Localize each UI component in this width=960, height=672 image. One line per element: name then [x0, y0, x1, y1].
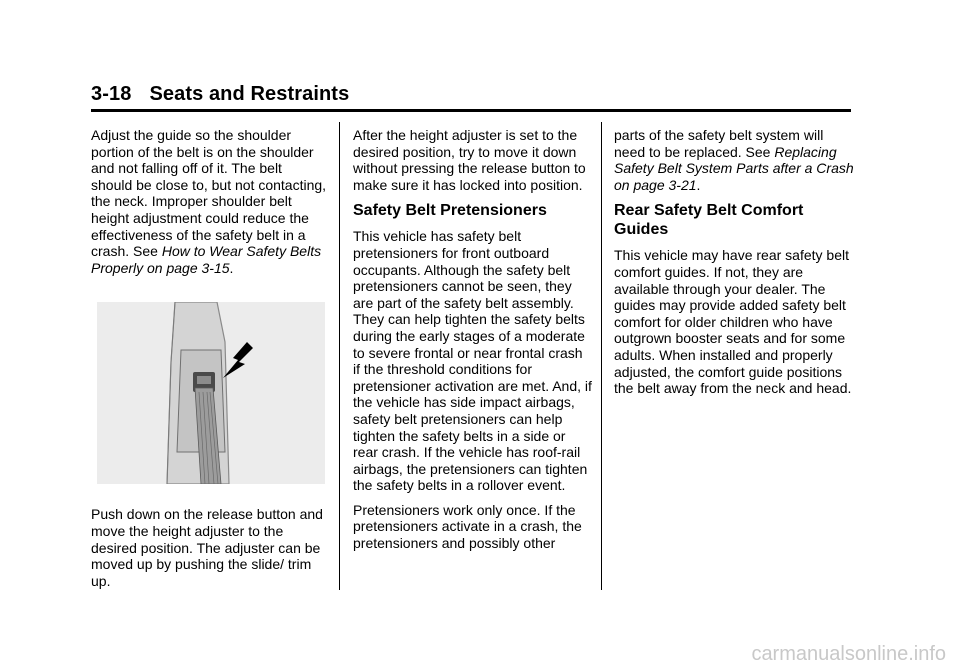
- paragraph-end: .: [696, 176, 701, 193]
- belt-height-adjuster-illustration: [97, 302, 325, 484]
- paragraph-adjust-guide: [91, 127, 327, 276]
- cross-reference-link[interactable]: Replacing Safety Belt System Parts after a Crash on page 3-21: [614, 143, 854, 193]
- column-2: [353, 127, 593, 560]
- heading-pretensioners: Safety Belt Pretensioners: [353, 202, 547, 220]
- header-title: [91, 82, 851, 106]
- paragraph-end: .: [229, 259, 234, 276]
- header-rule: [91, 109, 851, 112]
- column-divider-2: [601, 122, 602, 590]
- page-header: [91, 82, 851, 106]
- paragraph-push-down: Push down on the release button and move the height adjuster to the desired position. The adjuster can be moved up by pushing the slide/ trim up.: [91, 506, 323, 589]
- illustration-svg: [97, 302, 325, 484]
- section-title: Seats and Restraints: [149, 83, 350, 105]
- watermark: carmanualsonline.info: [751, 643, 946, 665]
- heading-comfort-guides: Rear Safety Belt Comfort Guides: [614, 202, 804, 239]
- paragraph-text: Adjust the guide so the shoulder portion of the belt is on the shoulder and not falling off of it. The belt should be close to, but not contacting, the neck. Improper shoulder belt height adjustment could reduce the effectiveness of the safety belt in a crash. See: [91, 127, 327, 260]
- paragraph-pretensioners-once: Pretensioners work only once. If the pretensioners activate in a crash, the pretensioners and possibly other: [353, 501, 582, 552]
- paragraph-replace-parts: [614, 127, 854, 193]
- paragraph-text: parts of the safety belt system will need to be replaced. See: [614, 127, 824, 160]
- paragraph-height-adjuster: After the height adjuster is set to the desired position, try to move it down without pressing the release button to make sure it has locked into position.: [353, 127, 586, 193]
- paragraph-pretensioners: This vehicle has safety belt pretensioners for front outboard occupants. Although the safety belt pretensioners cannot be seen, they are part of the safety belt assembly. They can help tighten the safety belts during the early stages of a moderate to severe frontal or near frontal crash if the threshold conditions for pretensioner activation are met. And, if the vehicle has side impact airbags, safety belt pretensioners can help tighten the safety belts in a side or rear crash. If the vehicle has roof-rail airbags, the pretensioners can tighten the safety belts in a rollover event.: [353, 228, 592, 494]
- page-number: 3-18: [91, 83, 132, 105]
- cross-reference-link[interactable]: How to Wear Safety Belts Properly on page 3-15: [91, 243, 322, 276]
- column-3: [614, 127, 854, 405]
- column-1: [91, 127, 327, 597]
- column-divider-1: [339, 122, 340, 590]
- paragraph-comfort-guides: This vehicle may have rear safety belt comfort guides. If not, they are available through your dealer. The guides may provide added safety belt comfort for older children who have outgrown booster seats and for some adults. When installed and properly adjusted, the comfort guide positions the belt away from the neck and head.: [614, 247, 852, 397]
